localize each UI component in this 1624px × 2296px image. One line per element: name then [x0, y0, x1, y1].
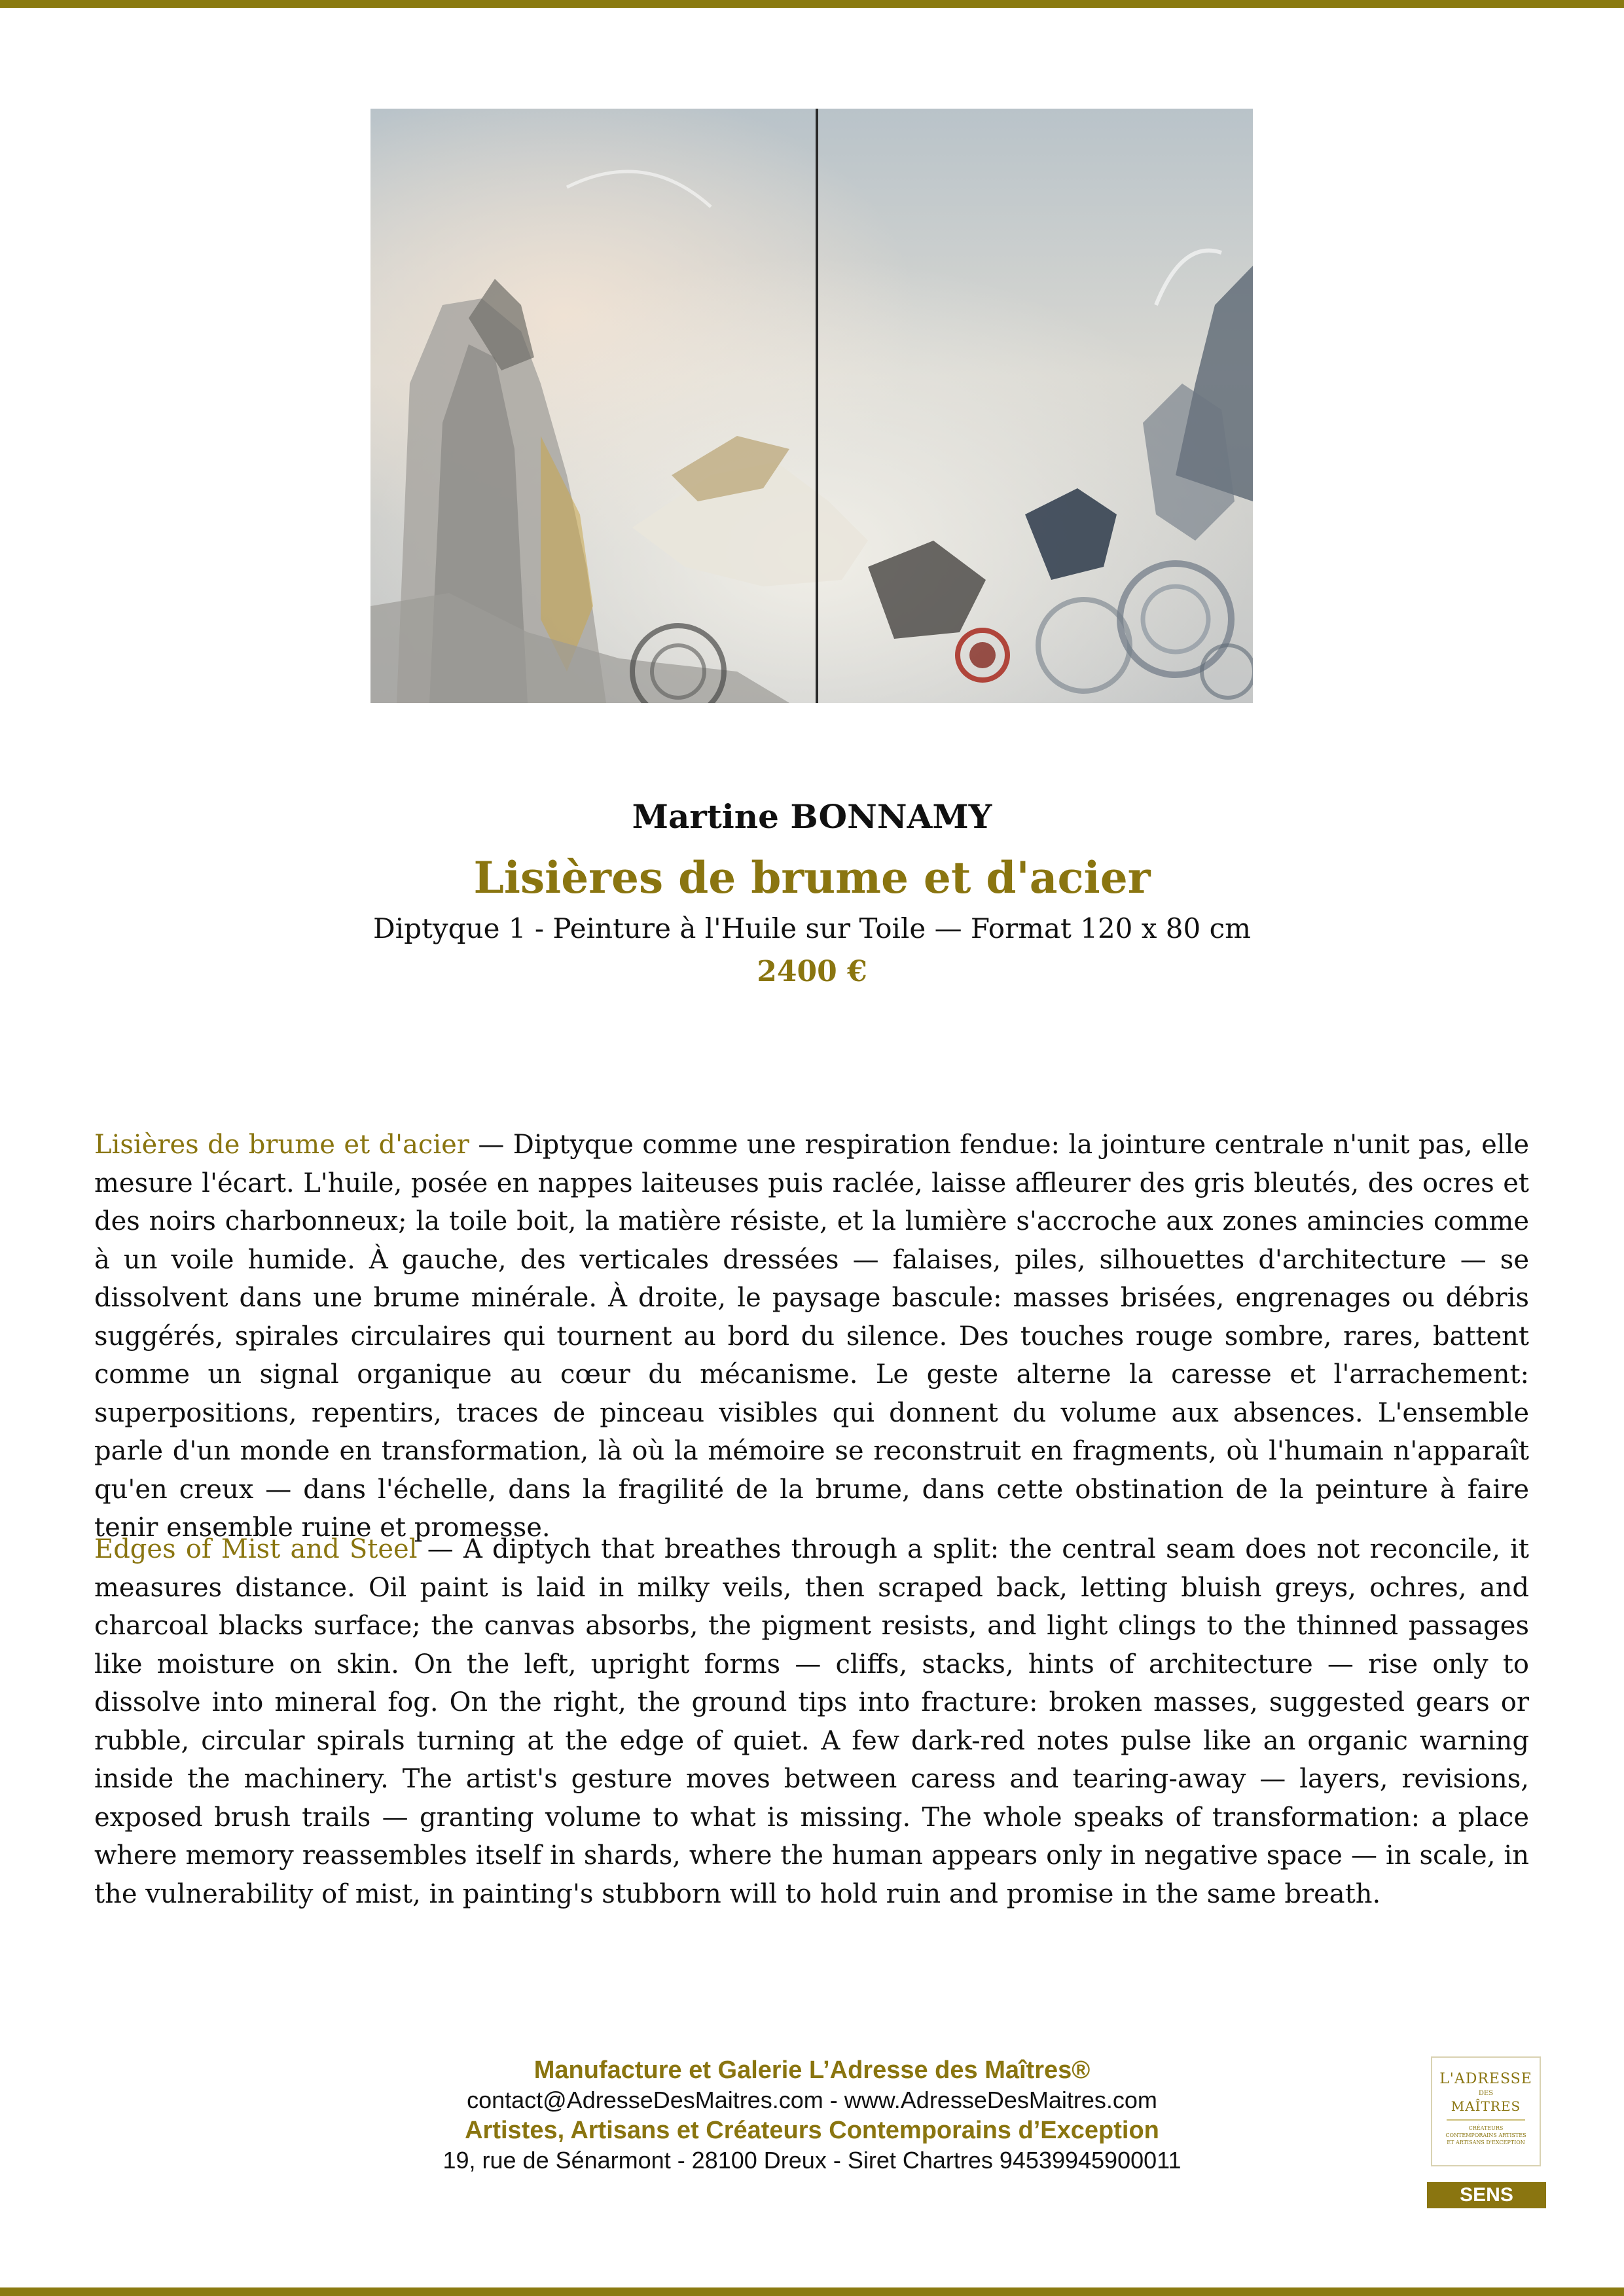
footer-address: 19, rue de Sénarmont - 28100 Dreux - Siret Chartres 94539945900011 — [442, 2147, 1182, 2174]
footer-contact: contact@AdresseDesMaitres.com - www.AdresseDesMaitres.com — [467, 2087, 1157, 2113]
description-en-title: Edges of Mist and Steel — [94, 1534, 418, 1564]
description-fr-title: Lisières de brume et d'acier — [94, 1130, 469, 1160]
description-en — [94, 1530, 1529, 1913]
gallery-logo — [1431, 2056, 1541, 2166]
footer-gallery-name: Manufacture et Galerie L’Adresse des Maîtres® — [533, 2056, 1091, 2084]
footer — [0, 2055, 1624, 2176]
logo-line-1: L'ADRESSE — [1439, 2071, 1532, 2087]
description-fr — [94, 1126, 1529, 1547]
artwork-title: Lisières de brume et d'acier — [473, 852, 1151, 903]
logo-line-4: CRÉATEURS CONTEMPORAINS ARTISTES ET ARTISANS D'EXCEPTION — [1445, 2125, 1526, 2145]
top-rule — [0, 0, 1624, 8]
painting-image-art — [370, 109, 1253, 703]
artist-name: Martine BONNAMY — [632, 797, 992, 836]
description-fr-body: — Diptyque comme une respiration fendue: la jointure centrale n'unit pas, elle mesure l'écart. L'huile, posée en nappes laiteuses puis raclée, laisse affleurer des gris bleutés, des ocres et des noirs charbonneux; la toile boit, la matière résiste, et la lumière s'accroche aux zones amincies comme à un voile humide. À gauche, des verticales dressées — falaises, piles, silhouettes d'architecture — se dissolvent dans une brume minérale. À droite, le paysage bascule: masses brisées, engrenages ou débris suggérés, spirales circulaires qui tournent au bord du silence. Des touches rouge sombre, rares, battent comme un signal organique au cœur du mécanisme. Le geste alterne la caresse et l'arrachement: superpositions, repentirs, traces de pinceau visibles qui donnent du volume aux absences. L'ensemble parle d'un monde en transformation, là où la mémoire se reconstruit en fragments, où l'humain n'apparaît qu'en creux — dans l'échelle, dans la fragilité de la brume, dans cette obstination de la peinture à faire tenir ensemble ruine et promesse. — [94, 1130, 1529, 1543]
logo-line-3: MAÎTRES — [1451, 2098, 1521, 2114]
logo-line-2: DES — [1478, 2090, 1494, 2097]
sens-badge: SENS — [1427, 2182, 1546, 2208]
description-en-body: — A diptych that breathes through a split: the central seam does not reconcile, it measures distance. Oil paint is laid in milky veils, then scraped back, letting bluish greys, ochres, and charcoal blacks surface; the canvas absorbs, the pigment resists, and light clings to the thinned passages like moisture on skin. On the left, upright forms — cliffs, stacks, hints of architecture — rise only to dissolve into mineral fog. On the right, the ground tips into fracture: broken masses, suggested gears or rubble, circular spirals turning at the edge of quiet. A few dark-red notes pulse like an organic warning inside the machinery. The artist's gesture moves between caress and tearing-away — layers, revisions, exposed brush trails — granting volume to what is missing. The whole speaks of transformation: a place where memory reassembles itself in shards, where the human appears only in negative space — in scale, in the vulnerability of mist, in painting's stubborn will to hold ruin and promise in the same breath. — [94, 1534, 1529, 1909]
bottom-rule — [0, 2287, 1624, 2296]
logo-divider — [1447, 2119, 1525, 2121]
footer-tagline: Artistes, Artisans et Créateurs Contemporains d’Exception — [465, 2117, 1159, 2144]
painting-image — [370, 109, 1253, 703]
artwork-details: Diptyque 1 - Peinture à l'Huile sur Toile — Format 120 x 80 cm — [373, 912, 1251, 944]
artwork-price: 2400 € — [757, 955, 867, 988]
